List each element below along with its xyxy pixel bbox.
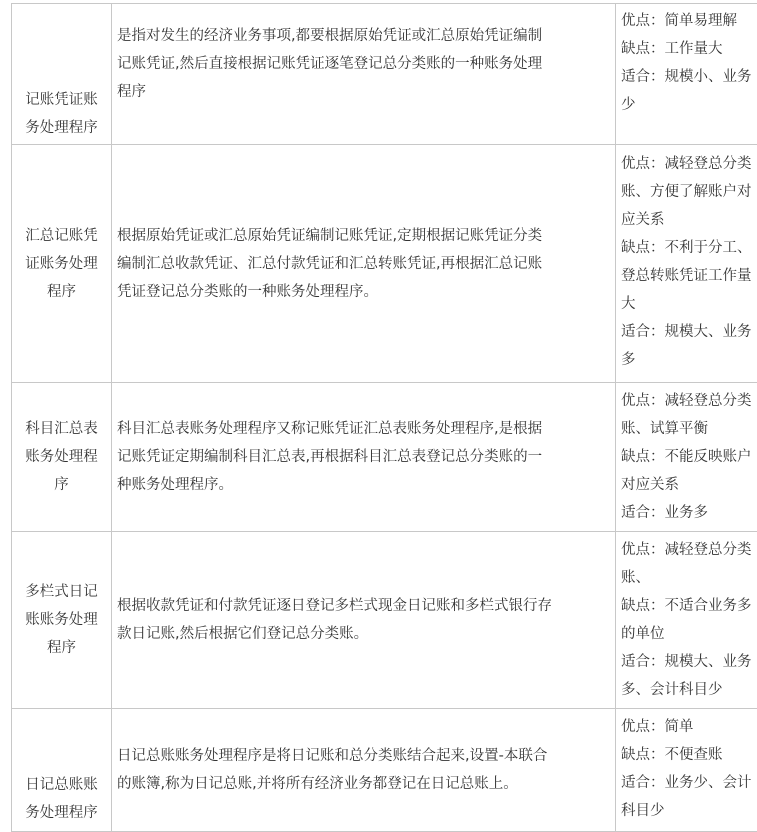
- evaluation-line: 优点：简单易理解: [621, 7, 757, 35]
- procedure-description-cell: [112, 532, 616, 709]
- evaluation-line: 适合：业务多: [621, 499, 757, 527]
- description-line: 是指对发生的经济业务事项,都要根据原始凭证或汇总原始凭证编制: [117, 22, 610, 50]
- evaluation-line: 适合：规模大、业务: [621, 648, 757, 676]
- procedure-name-line: 序: [17, 471, 106, 499]
- procedure-name-line: 多栏式日记: [17, 578, 106, 606]
- procedure-evaluation-cell: [616, 383, 757, 532]
- table-row: [12, 145, 757, 383]
- description-line: 日记总账账务处理程序是将日记账和总分类账结合起来,设置-本联合: [117, 742, 610, 770]
- description-line: 编制汇总收款凭证、汇总付款凭证和汇总转账凭证,再根据汇总记账: [117, 250, 610, 278]
- procedure-evaluation-cell: [616, 145, 757, 383]
- procedure-name-cell: [12, 4, 112, 145]
- evaluation-line: 少: [621, 91, 757, 119]
- evaluation-line: 多: [621, 346, 757, 374]
- evaluation-line: 缺点：不利于分工、: [621, 234, 757, 262]
- evaluation-line: 缺点：不适合业务多: [621, 592, 757, 620]
- description-line: 根据收款凭证和付款凭证逐日登记多栏式现金日记账和多栏式银行存: [117, 592, 610, 620]
- evaluation-line: 优点：减轻登总分类: [621, 150, 757, 178]
- evaluation-line: 缺点：工作量大: [621, 35, 757, 63]
- procedure-name-line: 汇总记账凭: [17, 222, 106, 250]
- procedure-name-line: 务处理程序: [17, 799, 106, 827]
- evaluation-line: 登总转账凭证工作量: [621, 262, 757, 290]
- procedure-evaluation-cell: [616, 709, 757, 832]
- evaluation-line: 账、试算平衡: [621, 415, 757, 443]
- description-line: 的账簿,称为日记总账,并将所有经济业务都登记在日记总账上。: [117, 770, 610, 798]
- evaluation-line: 多、会计科目少: [621, 676, 757, 704]
- procedure-evaluation-cell: [616, 4, 757, 145]
- procedure-name-line: 日记总账账: [17, 771, 106, 799]
- evaluation-line: 账、: [621, 564, 757, 592]
- evaluation-line: 优点：减轻登总分类: [621, 536, 757, 564]
- description-line: 程序: [117, 78, 610, 106]
- evaluation-line: 适合：业务少、会计: [621, 769, 757, 797]
- table-row: [12, 4, 757, 145]
- evaluation-line: 科目少: [621, 797, 757, 825]
- procedure-name-cell: [12, 145, 112, 383]
- procedure-description-cell: [112, 145, 616, 383]
- evaluation-line: 大: [621, 290, 757, 318]
- procedure-name-line: 程序: [17, 278, 106, 306]
- procedure-name-line: 账务处理程: [17, 443, 106, 471]
- table-row: [12, 383, 757, 532]
- evaluation-line: 应关系: [621, 206, 757, 234]
- table-row: [12, 709, 757, 832]
- procedure-name-line: 程序: [17, 634, 106, 662]
- description-line: 种账务处理程序。: [117, 471, 610, 499]
- evaluation-line: 优点：简单: [621, 713, 757, 741]
- procedure-name-cell: [12, 709, 112, 832]
- procedure-description-cell: [112, 709, 616, 832]
- procedure-name-line: 账账务处理: [17, 606, 106, 634]
- description-line: 科目汇总表账务处理程序又称记账凭证汇总表账务处理程序,是根据: [117, 415, 610, 443]
- procedure-name-line: 科目汇总表: [17, 415, 106, 443]
- description-line: 根据原始凭证或汇总原始凭证编制记账凭证,定期根据记账凭证分类: [117, 222, 610, 250]
- procedure-name-cell: [12, 383, 112, 532]
- procedure-name-line: 证账务处理: [17, 250, 106, 278]
- description-line: 款日记账,然后根据它们登记总分类账。: [117, 620, 610, 648]
- procedure-name-cell: [12, 532, 112, 709]
- evaluation-line: 优点：减轻登总分类: [621, 387, 757, 415]
- procedure-description-cell: [112, 4, 616, 145]
- description-line: 凭证登记总分类账的一种账务处理程序。: [117, 278, 610, 306]
- evaluation-line: 缺点：不便查账: [621, 741, 757, 769]
- procedure-evaluation-cell: [616, 532, 757, 709]
- table-row: [12, 532, 757, 709]
- evaluation-line: 适合：规模小、业务: [621, 63, 757, 91]
- evaluation-line: 缺点：不能反映账户: [621, 443, 757, 471]
- evaluation-line: 适合：规模大、业务: [621, 318, 757, 346]
- procedure-name-line: 记账凭证账: [17, 86, 106, 114]
- evaluation-line: 账、方便了解账户对: [621, 178, 757, 206]
- accounting-procedures-table: [11, 3, 757, 832]
- procedure-name-line: 务处理程序: [17, 114, 106, 142]
- procedure-description-cell: [112, 383, 616, 532]
- description-line: 记账凭证,然后直接根据记账凭证逐笔登记总分类账的一种账务处理: [117, 50, 610, 78]
- description-line: 记账凭证定期编制科目汇总表,再根据科目汇总表登记总分类账的一: [117, 443, 610, 471]
- evaluation-line: 对应关系: [621, 471, 757, 499]
- evaluation-line: 的单位: [621, 620, 757, 648]
